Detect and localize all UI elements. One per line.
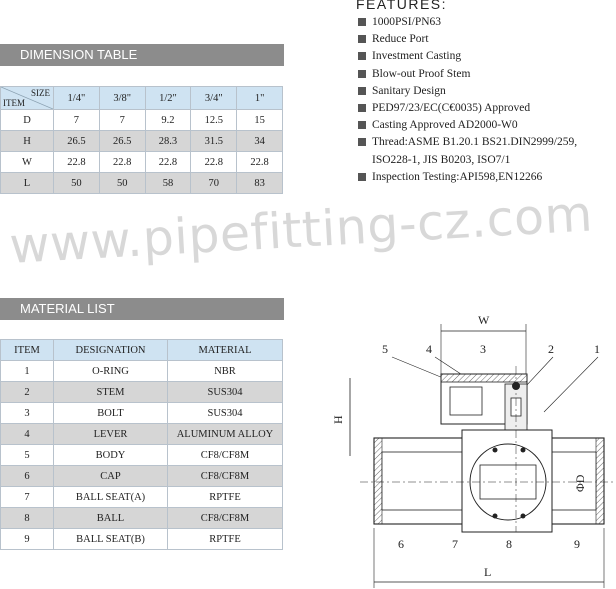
table-row (1, 173, 283, 194)
item-number: 5 (1, 445, 54, 466)
feature-item-continuation (358, 152, 616, 169)
designation: BALL (54, 508, 168, 529)
feature-item (358, 169, 616, 186)
material: NBR (168, 361, 283, 382)
row-label: D (1, 110, 54, 131)
table-cell: 22.8 (191, 152, 237, 173)
material: CF8/CF8M (168, 445, 283, 466)
corner-size-label: SIZE (31, 88, 50, 98)
ball-valve-cross-section-drawing (330, 300, 616, 589)
bullet-square-icon (358, 173, 366, 181)
designation: BODY (54, 445, 168, 466)
part-label-9: 9 (574, 537, 580, 551)
diameter-dimension-label: ΦD (573, 474, 587, 492)
table-row (1, 424, 283, 445)
table-cell: 70 (191, 173, 237, 194)
material: SUS304 (168, 403, 283, 424)
item-number: 2 (1, 382, 54, 403)
watermark-url: www.pipefitting-cz.com (8, 185, 595, 275)
size-header: 1" (237, 87, 283, 110)
seat-dot (521, 514, 526, 519)
size-header: 3/4" (191, 87, 237, 110)
bullet-square-icon (358, 35, 366, 43)
header-material: MATERIAL (168, 340, 283, 361)
part-label-1: 1 (594, 342, 600, 356)
designation: STEM (54, 382, 168, 403)
feature-item (358, 66, 616, 83)
table-row (1, 110, 283, 131)
feature-text: Inspection Testing:API598,EN12266 (372, 170, 543, 183)
seat-dot (521, 448, 526, 453)
table-cell: 83 (237, 173, 283, 194)
feature-text: PED97/23/EC(C€0035) Approved (372, 102, 531, 115)
table-cell: 26.5 (54, 131, 100, 152)
part-label-5: 5 (382, 342, 388, 356)
material-list-header-row (1, 340, 283, 361)
feature-item (358, 48, 616, 65)
leader-line (544, 357, 598, 412)
designation: O-RING (54, 361, 168, 382)
material-list-title: MATERIAL LIST (0, 298, 284, 320)
table-row (1, 487, 283, 508)
size-header: 3/8" (99, 87, 145, 110)
header-item: ITEM (1, 340, 54, 361)
h-dimension-label: H (331, 415, 345, 424)
header-designation: DESIGNATION (54, 340, 168, 361)
material: RPTFE (168, 529, 283, 550)
material: CF8/CF8M (168, 508, 283, 529)
bullet-square-icon (358, 52, 366, 60)
table-cell: 34 (237, 131, 283, 152)
feature-item (358, 14, 616, 31)
w-dimension-label: W (478, 313, 490, 327)
table-cell: 7 (54, 110, 100, 131)
table-cell: 50 (54, 173, 100, 194)
table-cell: 9.2 (145, 110, 191, 131)
designation: BALL SEAT(B) (54, 529, 168, 550)
table-cell: 58 (145, 173, 191, 194)
table-row (1, 152, 283, 173)
table-cell: 28.3 (145, 131, 191, 152)
seat-dot (493, 448, 498, 453)
right-end-hatch (596, 438, 604, 524)
row-label: L (1, 173, 54, 194)
lever-hatch (441, 374, 527, 382)
item-number: 1 (1, 361, 54, 382)
table-row (1, 131, 283, 152)
feature-text: Thread:ASME B1.20.1 BS21.DIN2999/259, (372, 136, 578, 149)
dimension-table-header-row (1, 87, 283, 110)
item-number: 4 (1, 424, 54, 445)
part-label-3: 3 (480, 342, 486, 356)
leader-line (392, 357, 448, 380)
size-header: 1/4" (54, 87, 100, 110)
bullet-square-icon (358, 70, 366, 78)
feature-item (358, 83, 616, 100)
table-cell: 26.5 (99, 131, 145, 152)
feature-text: ISO228-1, JIS B0203, ISO7/1 (372, 153, 511, 166)
leader-line (526, 357, 553, 386)
row-label: W (1, 152, 54, 173)
designation: CAP (54, 466, 168, 487)
table-cell: 22.8 (145, 152, 191, 173)
features-list (358, 14, 616, 186)
item-number: 9 (1, 529, 54, 550)
table-cell: 22.8 (99, 152, 145, 173)
table-cell: 12.5 (191, 110, 237, 131)
item-number: 7 (1, 487, 54, 508)
table-cell: 7 (99, 110, 145, 131)
feature-item (358, 117, 616, 134)
designation: BALL SEAT(A) (54, 487, 168, 508)
part-label-6: 6 (398, 537, 404, 551)
item-number: 8 (1, 508, 54, 529)
table-row (1, 466, 283, 487)
part-label-8: 8 (506, 537, 512, 551)
dimension-table (0, 86, 283, 194)
features-title: FEATURES: (356, 0, 448, 12)
bullet-square-icon (358, 18, 366, 26)
designation: LEVER (54, 424, 168, 445)
lever-window (450, 387, 482, 415)
feature-item (358, 31, 616, 48)
table-row (1, 361, 283, 382)
table-cell: 50 (99, 173, 145, 194)
bullet-square-icon (358, 138, 366, 146)
dimension-table-title: DIMENSION TABLE (0, 44, 284, 66)
bullet-square-icon (358, 121, 366, 129)
l-dimension-label: L (484, 565, 492, 579)
feature-item (358, 100, 616, 117)
table-row (1, 508, 283, 529)
table-row (1, 403, 283, 424)
table-cell: 22.8 (54, 152, 100, 173)
designation: BOLT (54, 403, 168, 424)
part-label-2: 2 (548, 342, 554, 356)
feature-item (358, 134, 616, 151)
feature-text: Blow-out Proof Stem (372, 67, 471, 80)
material: RPTFE (168, 487, 283, 508)
feature-text: Investment Casting (372, 50, 462, 63)
material: SUS304 (168, 382, 283, 403)
bullet-square-icon (358, 104, 366, 112)
feature-text: Sanitary Design (372, 84, 446, 97)
dimension-table-corner-cell (1, 87, 54, 110)
bullet-square-icon (358, 87, 366, 95)
material: CF8/CF8M (168, 466, 283, 487)
material: ALUMINUM ALLOY (168, 424, 283, 445)
left-end-hatch (374, 438, 382, 524)
feature-text: Casting Approved AD2000-W0 (372, 119, 518, 132)
feature-text: 1000PSI/PN63 (372, 16, 442, 28)
table-cell: 31.5 (191, 131, 237, 152)
item-number: 3 (1, 403, 54, 424)
row-label: H (1, 131, 54, 152)
table-row (1, 382, 283, 403)
table-cell: 22.8 (237, 152, 283, 173)
material-list-table (0, 339, 283, 550)
item-number: 6 (1, 466, 54, 487)
corner-item-label: ITEM (3, 98, 25, 108)
part-label-4: 4 (426, 342, 432, 356)
part-label-7: 7 (452, 537, 458, 551)
table-row (1, 445, 283, 466)
feature-text: Reduce Port (372, 33, 429, 46)
table-row (1, 529, 283, 550)
size-header: 1/2" (145, 87, 191, 110)
table-cell: 15 (237, 110, 283, 131)
seat-dot (493, 514, 498, 519)
